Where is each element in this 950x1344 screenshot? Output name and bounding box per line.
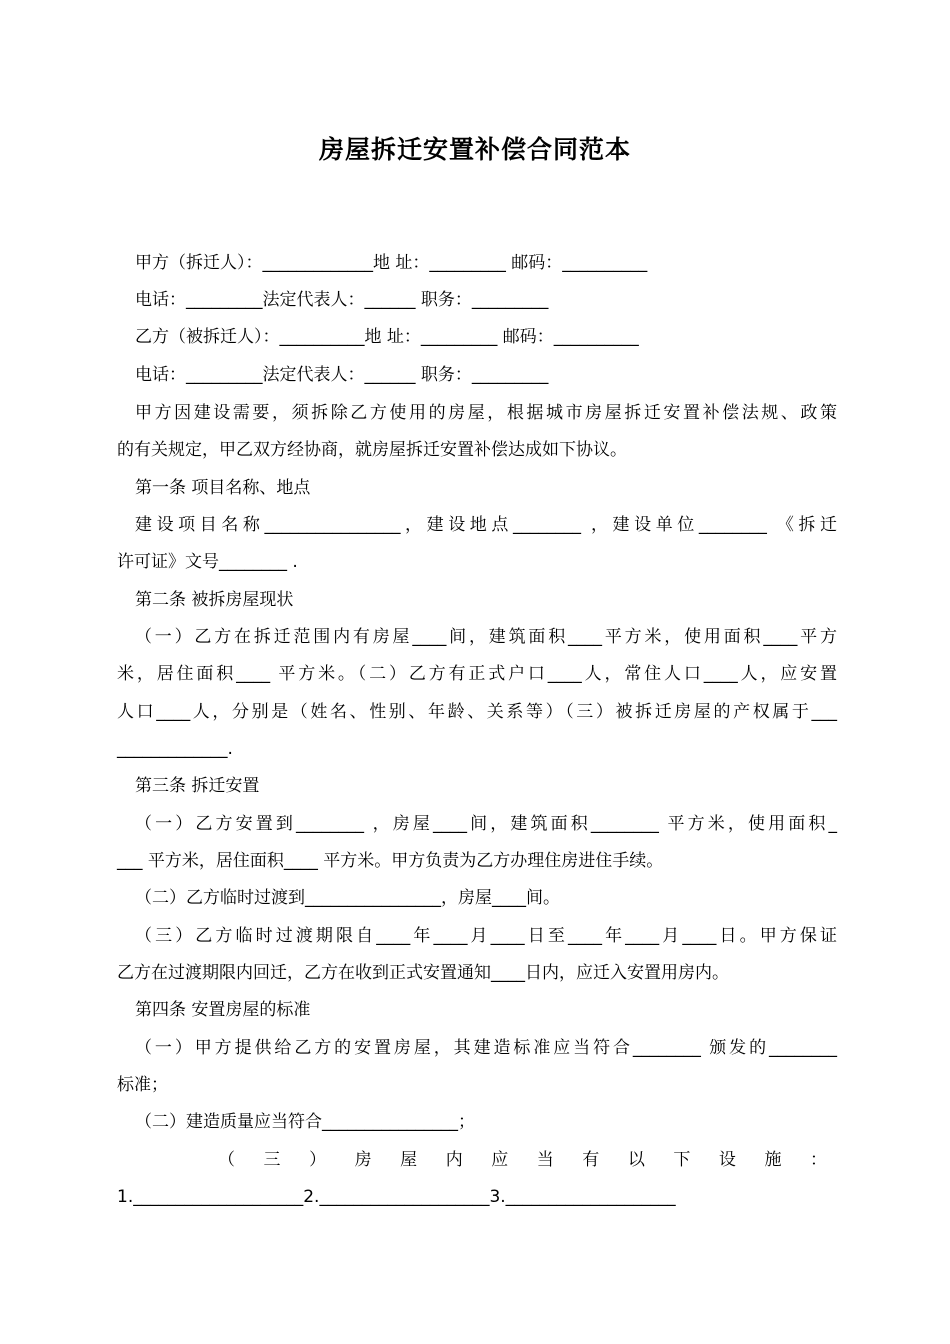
article-text-line: 建设项目名称________________，建设地点________ ，建设单位________ 《拆迁 <box>135 515 837 535</box>
facilities-heading: （三）房屋内应当有以下设施： <box>218 1150 827 1170</box>
article-text-line: 人口____人，分别是（姓名、性别、年龄、关系等）（三）被拆迁房屋的产权属于___ <box>117 702 837 722</box>
article-text-line: _____________. <box>117 739 233 759</box>
article-heading: 第二条 被拆房屋现状 <box>135 590 294 610</box>
article-text-line: 米，居住面积____ 平方米。（二）乙方有正式户口____人，常住人口____人，应安置 <box>117 664 837 684</box>
article-text-line: （二）建造质量应当符合________________； <box>135 1112 475 1132</box>
article-text-line: ___ 平方米，居住面积____ 平方米。甲方负责为乙方办理住房进住手续。 <box>117 851 664 871</box>
article-heading: 第一条 项目名称、地点 <box>135 478 311 498</box>
document-title: 房屋拆迁安置补偿合同范本 <box>318 135 631 164</box>
facilities-line: 1.____________________2.____________________3.____________________ <box>117 1187 676 1207</box>
article-text-line: 许可证》文号________ . <box>117 552 298 572</box>
article-text-line: 标准； <box>117 1075 168 1095</box>
party-a-line: 甲方（拆迁人）：_____________地 址：_________ 邮码：__________ <box>135 253 648 273</box>
article-text-line: （一）甲方提供给乙方的安置房屋，其建造标准应当符合________ 颁发的________ <box>135 1038 837 1058</box>
article-text-line: 乙方在过渡期限内回迁，乙方在收到正式安置通知____日内，应迁入安置用房内。 <box>117 963 729 983</box>
article-text-line: （三）乙方临时过渡期限自____年____月____日至____年____月____日。甲方保证 <box>135 926 837 946</box>
party-a-contact-line: 电话：_________法定代表人：______ 职务：_________ <box>135 290 549 310</box>
preamble-line: 甲方因建设需要，须拆除乙方使用的房屋，根据城市房屋拆迁安置补偿法规、政策 <box>135 403 837 423</box>
article-text-line: （二）乙方临时过渡到________________，房屋____间。 <box>135 888 560 908</box>
preamble-line: 的有关规定，甲乙双方经协商，就房屋拆迁安置补偿达成如下协议。 <box>117 440 627 460</box>
party-b-line: 乙方（被拆迁人）：__________地 址：_________ 邮码：__________ <box>135 327 639 347</box>
article-heading: 第四条 安置房屋的标准 <box>135 1000 311 1020</box>
party-b-contact-line: 电话：_________法定代表人：______ 职务：_________ <box>135 365 549 385</box>
article-text-line: （一）乙方安置到________ ，房屋____间，建筑面积________ 平方米，使用面积_ <box>135 814 837 834</box>
article-heading: 第三条 拆迁安置 <box>135 776 260 796</box>
article-text-line: （一）乙方在拆迁范围内有房屋____间，建筑面积____平方米，使用面积____平方 <box>135 627 837 647</box>
